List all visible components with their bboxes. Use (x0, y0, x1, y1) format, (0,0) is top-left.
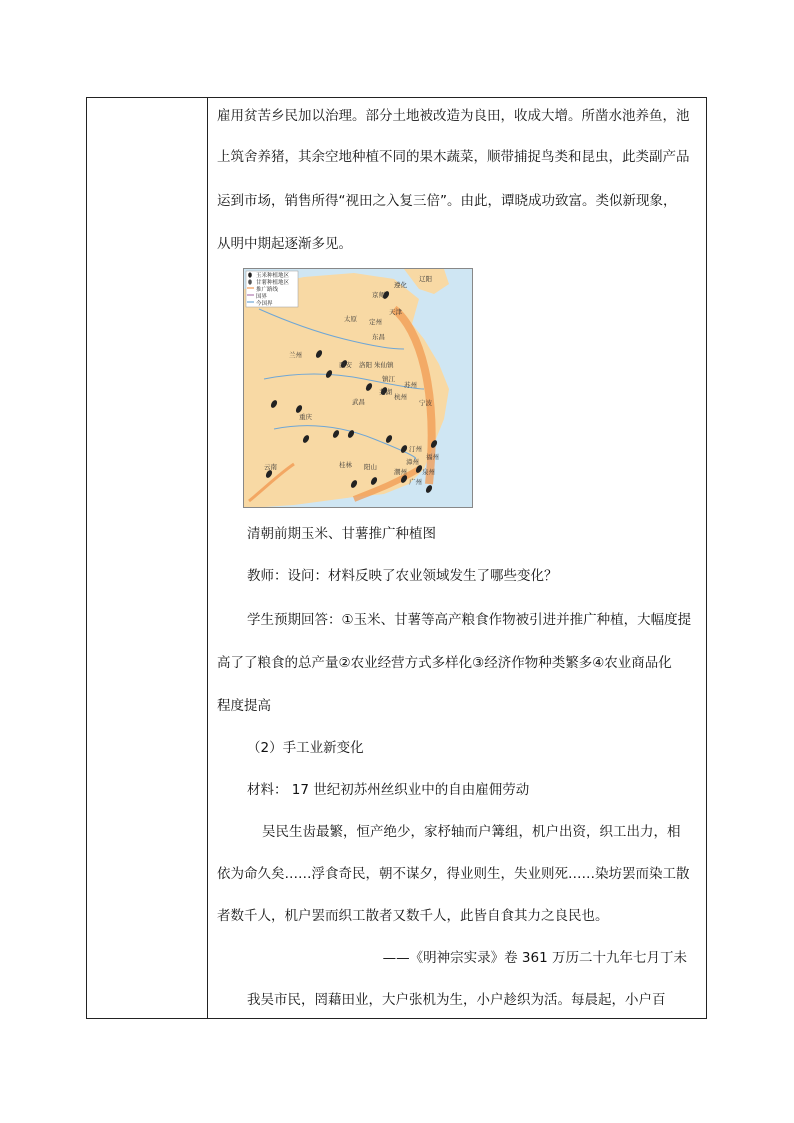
place-label: 武昌 (352, 398, 365, 406)
place-label: 芜湖 (379, 388, 392, 396)
place-label: 阳山 (364, 463, 377, 471)
para1-line1: 雇用贫苦乡民加以治理。部分土地被改造为良田，收成大增。所凿水池养鱼，池 (217, 108, 690, 124)
map-graphic (244, 269, 473, 508)
quote1-line3: 者数千人，机户罢而织工散者又数千人，此皆自食其力之良民也。 (217, 908, 609, 924)
section-heading: （2）手工业新变化 (247, 740, 364, 756)
crop-spread-map (243, 268, 473, 508)
student-line2: 高了了粮食的总产量②农业经营方式多样化③经济作物种类繁多④农业商品化 (217, 655, 672, 671)
legend-item: 今国界 (256, 301, 273, 307)
place-label: 太原 (344, 315, 357, 323)
quote2-line1: 我吴市民，罔藉田业，大户张机为生，小户趁织为活。每晨起，小户百 (247, 992, 666, 1008)
quote1-source: ——《明神宗实录》卷 361 万历二十九年七月丁未 (382, 950, 687, 966)
place-label: 福州 (426, 453, 439, 461)
place-label: 兰州 (289, 351, 302, 359)
material-title: 材料： 17 世纪初苏州丝织业中的自由雇佣劳动 (247, 782, 530, 798)
legend-item: 玉米种植地区 (256, 273, 290, 279)
place-label: 桂林 (339, 461, 352, 469)
teacher-question: 教师：设问：材料反映了农业领域发生了哪些变化？ (247, 568, 558, 584)
legend-leaf-icon (248, 279, 252, 284)
place-label: 朱仙镇 (374, 361, 394, 369)
place-label: 定州 (369, 318, 382, 326)
quote1-line1: 吴民生齿最繁，恒产绝少，家杼轴而户篝组，机户出资，织工出力，相 (262, 824, 681, 840)
para1-line3: 运到市场，销售所得“视田之入复三倍”。由此，谭晓成功致富。类似新现象， (217, 193, 677, 209)
student-line1: 学生预期回答：①玉米、甘薯等高产粮食作物被引进并推广种植，大幅度提 (247, 612, 692, 628)
place-label: 苏州 (404, 381, 417, 389)
para1-line2: 上筑舍养猪，其余空地种植不同的果木蔬菜，顺带捕捉鸟类和昆虫，此类副产品 (217, 149, 690, 165)
column-divider (207, 98, 208, 1018)
legend-item: 国界 (256, 294, 268, 300)
place-label: 潮州 (394, 468, 407, 476)
place-label: 遵化 (394, 281, 407, 289)
para1-line4: 从明中期起逐渐多见。 (217, 236, 352, 252)
place-label: 东昌 (372, 333, 385, 341)
place-label: 宁波 (419, 399, 432, 407)
place-label: 京师 (372, 291, 385, 299)
legend-leaf-icon (248, 272, 252, 277)
place-label: 西安 (339, 361, 352, 369)
place-label: 广州 (409, 478, 422, 486)
quote1-line2: 依为命久矣……浮食奇民，朝不谋夕，得业则生，失业则死……染坊罢而染工散 (217, 866, 690, 882)
table-frame (86, 97, 707, 1019)
place-label: 洛阳 (359, 361, 372, 369)
place-label: 泉州 (422, 468, 435, 476)
place-label: 云南 (264, 463, 277, 471)
place-label: 重庆 (299, 413, 312, 421)
map-caption: 清朝前期玉米、甘薯推广种植图 (247, 526, 436, 542)
student-line3: 程度提高 (217, 698, 271, 714)
place-label: 辽阳 (419, 275, 432, 283)
place-label: 镇江 (382, 375, 395, 383)
place-label: 天津 (389, 308, 402, 316)
legend-item: 推广路线 (256, 287, 279, 293)
place-label: 漳州 (406, 458, 419, 466)
legend-item: 甘薯种植地区 (256, 280, 290, 286)
place-label: 汀州 (409, 445, 422, 453)
place-label: 杭州 (394, 393, 407, 401)
